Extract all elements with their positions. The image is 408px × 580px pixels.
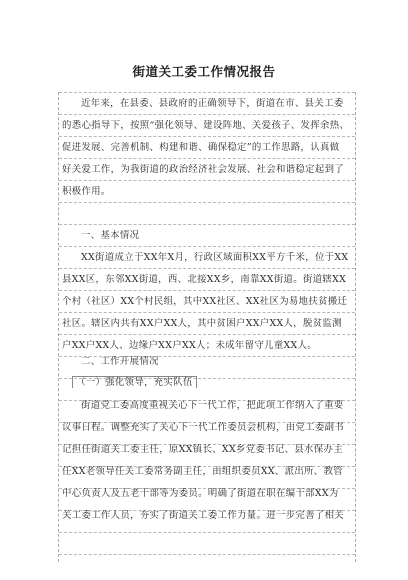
paragraph-line: 议事日程。调整充实了关心下一代工作委员会机构，由党工委副书 xyxy=(62,422,345,433)
subsection-heading-row xyxy=(62,376,352,388)
line-rule xyxy=(59,202,355,203)
line-rule xyxy=(59,334,355,335)
paragraph-line: 中心负责人及五老干部等为委员。明确了街道在职在编干部XX为 xyxy=(62,488,339,499)
line-rule xyxy=(59,114,355,115)
paragraph-line: 近年来，在县委、县政府的正确领导下，街道在市、县关工委 xyxy=(81,98,344,109)
paragraph-line: XX街道成立于XX年X月，行政区域面积XX平方千米，位于XX xyxy=(81,252,349,263)
section-heading: 一、基本情况 xyxy=(81,230,140,241)
line-rule xyxy=(59,268,355,269)
line-rule xyxy=(59,290,355,291)
subsection-heading: （一）强化领导，充实队伍 xyxy=(72,376,197,388)
paragraph-line: 任XX老领导任关工委常务副主任，由组织委员XX、派出所、教管 xyxy=(62,466,343,477)
line-rule xyxy=(59,554,355,555)
paragraph-line: 促进发展、完善机制、构建和谐、确保稳定”的工作思路，认真做 xyxy=(62,142,340,153)
paragraph-line: 个村（社区）XX个村民组，其中XX社区、XX社区为易地扶贫搬迁 xyxy=(62,296,348,307)
line-rule xyxy=(59,158,355,159)
line-rule xyxy=(59,136,355,137)
line-rule xyxy=(59,312,355,313)
paragraph-line: 好关爱工作，为我街道的政治经济社会发展、社会和谐稳定起到了 xyxy=(62,164,345,175)
paragraph-line: 积极作用。 xyxy=(62,186,111,197)
paragraph-line: 街道党工委高度重视关心下一代工作，把此项工作纳入了重要 xyxy=(81,400,344,411)
paragraph-line: 县XX区，东邻XX街道，西、北接XX乡，南靠XX街道。街道辖XX xyxy=(62,274,347,285)
line-rule xyxy=(59,532,355,533)
document-title: 街道关工委工作情况报告 xyxy=(132,64,276,79)
frame-left-border xyxy=(58,92,59,562)
frame-right-border xyxy=(355,92,356,562)
line-rule xyxy=(59,224,355,225)
paragraph-line: 社区。辖区内共有XX户XX人，其中贫困户XX户XX人，脱贫监测 xyxy=(62,318,342,329)
line-rule xyxy=(59,180,355,181)
line-rule xyxy=(59,92,355,93)
paragraph-line: 关工委工作人员，夯实了街道关工委工作力量。进一步完善了相关 xyxy=(62,510,345,521)
paragraph-line: 记担任街道关工委主任，原XX镇长、XX乡党委书记、县水保办主 xyxy=(62,444,343,455)
paragraph-line: 户XX户XX人、边缘户XX户XX人；未成年留守儿童XX人。 xyxy=(62,340,318,351)
line-rule xyxy=(59,246,355,247)
paragraph-line: 的悉心指导下，按照“强化领导、建设阵地、关爱孩子、发挥余热、 xyxy=(62,120,350,131)
section-heading: 二、工作开展情况 xyxy=(81,356,159,367)
